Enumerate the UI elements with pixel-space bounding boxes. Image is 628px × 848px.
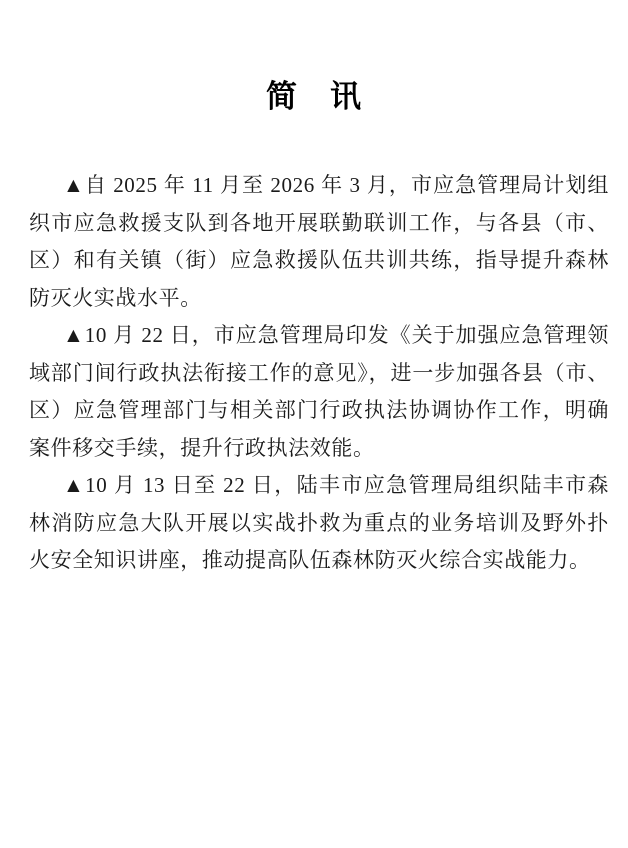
news-item-2: ▲10 月 22 日，市应急管理局印发《关于加强应急管理领域部门间行政执法衔接工作的意见》，进一步加强各县（市、区）应急管理部门与相关部门行政执法协调协作工作，明确案件移交手续，提升行政执法效能。: [29, 323, 609, 460]
page-title: 简 讯: [266, 79, 362, 114]
document-body: [29, 167, 609, 580]
news-item-1: ▲自 2025 年 11 月至 2026 年 3 月，市应急管理局计划组织市应急救援支队到各地开展联勤联训工作，与各县（市、区）和有关镇（街）应急救援队伍共训共练，指导提升森林防灭火实战水平。: [29, 173, 609, 310]
news-item-3: ▲10 月 13 日至 22 日，陆丰市应急管理局组织陆丰市森林消防应急大队开展以实战扑救为重点的业务培训及野外扑火安全知识讲座，推动提高队伍森林防灭火综合实战能力。: [29, 473, 609, 572]
